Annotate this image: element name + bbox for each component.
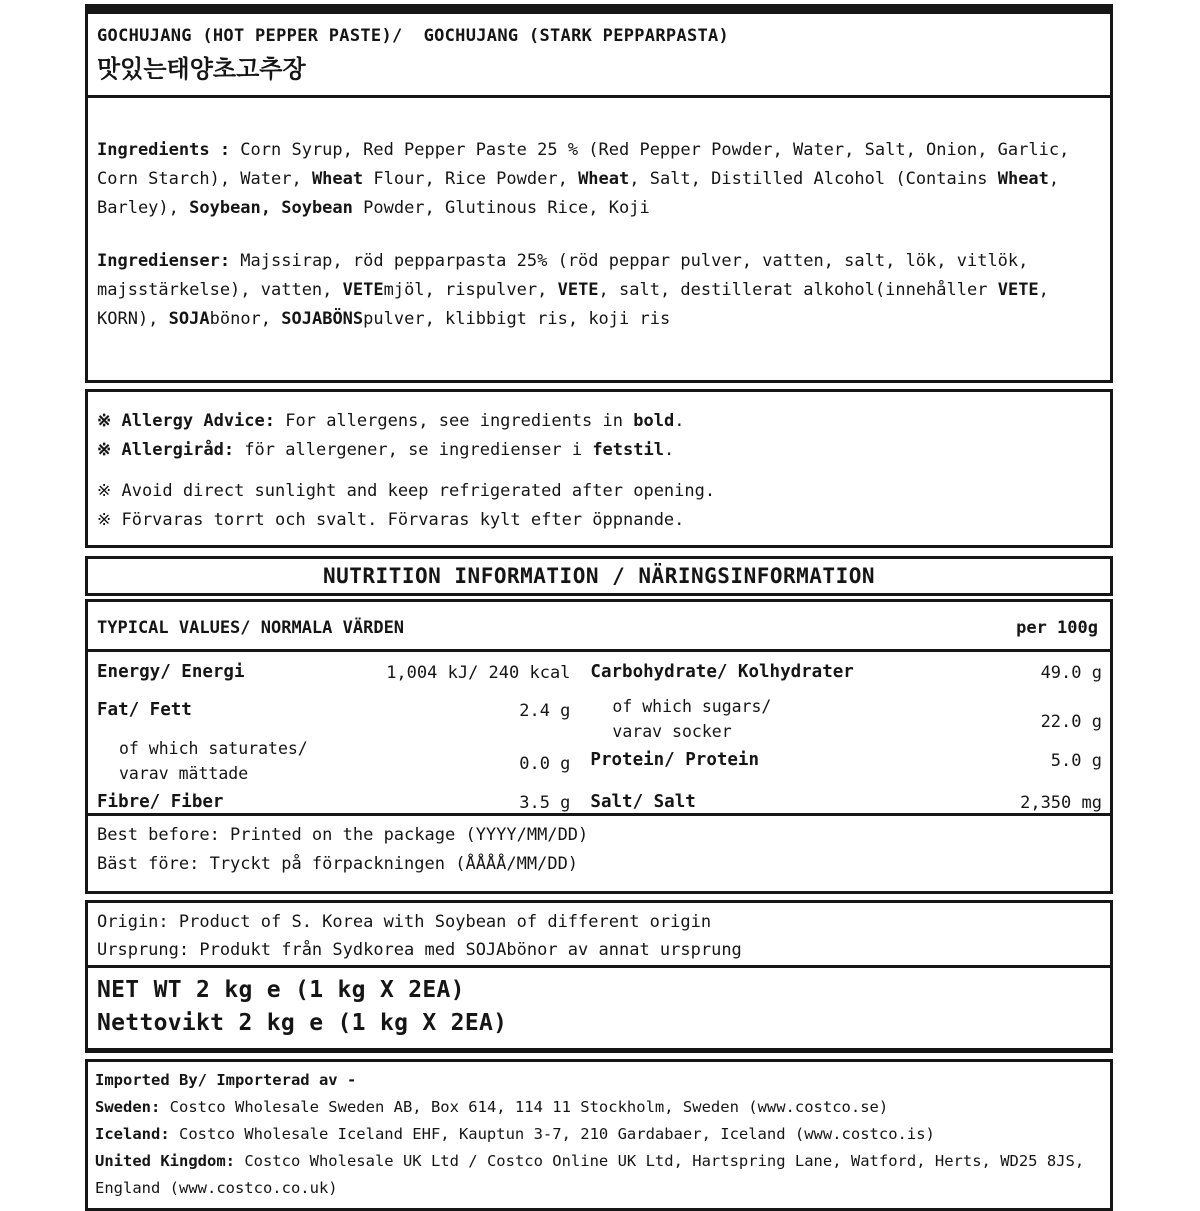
nutrition-row-fat: Fat/ Fett 2.4 g xyxy=(97,700,571,721)
nutrition-table xyxy=(85,649,1113,816)
typical-values-row xyxy=(85,599,1113,652)
nutrition-row-carbohydrate: Carbohydrate/ Kolhydrater 49.0 g xyxy=(590,662,1102,683)
nutrition-header xyxy=(85,556,1113,596)
nutrition-row-sugars: of which sugars/ varav socker 22.0 g xyxy=(612,697,1102,741)
net-weight-swedish: Nettovikt 2 kg e (1 kg X 2EA) xyxy=(97,1010,508,1036)
best-before-swedish: Bäst före: Tryckt på förpackningen (ÅÅÅÅ/MM/DD) xyxy=(97,854,579,874)
origin-swedish: Ursprung: Produkt från Sydkorea med SOJAbönor av annat ursprung xyxy=(97,940,742,960)
storage-advice-english: ※ Avoid direct sunlight and keep refrigerated after opening. xyxy=(97,481,716,501)
storage-advice-group xyxy=(97,477,1100,535)
nutrition-row-energy: Energy/ Energi 1,004 kJ/ 240 kcal xyxy=(97,662,571,683)
net-weight-english: NET WT 2 kg e (1 kg X 2EA) xyxy=(97,977,465,1003)
nutrition-row-fibre: Fibre/ Fiber 3.5 g xyxy=(97,792,571,813)
allergy-section xyxy=(85,389,1113,548)
best-before-english: Best before: Printed on the package (YYYY/MM/DD) xyxy=(97,825,589,845)
net-weight-section xyxy=(85,965,1113,1053)
ingredients-swedish: Ingredienser: Majssirap, röd pepparpasta 25% (röd peppar pulver, vatten, salt, lök, vitlök, majsstärkelse), vatten, VETEmjöl, rispulver, VETE, salt, destillerat alkohol(innehåller VETE, KORN), SOJAbönor, SOJABÖNSpulver, klibbigt ris, koji ris xyxy=(97,251,1060,329)
product-title: GOCHUJANG (HOT PEPPER PASTE)/ GOCHUJANG (STARK PEPPARPASTA) xyxy=(97,26,730,46)
nutrition-column-right xyxy=(584,656,1102,811)
imported-by-sweden: Sweden: Costco Wholesale Sweden AB, Box 614, 114 11 Stockholm, Sweden (www.costco.se) xyxy=(95,1098,889,1116)
per-100g-label: per 100g xyxy=(1016,618,1098,638)
product-label xyxy=(85,4,1113,1211)
origin-english: Origin: Product of S. Korea with Soybean of different origin xyxy=(97,912,712,932)
typical-values-label: TYPICAL VALUES/ NORMALA VÄRDEN xyxy=(97,618,405,638)
title-section xyxy=(85,4,1113,98)
nutrition-header-title: NUTRITION INFORMATION / NÄRINGSINFORMATION xyxy=(322,564,875,588)
ingredients-english: Ingredients : Corn Syrup, Red Pepper Paste 25 % (Red Pepper Powder, Water, Salt, Onion, Garlic, Corn Starch), Water, Wheat Flour, Rice Powder, Wheat, Salt, Distilled Alcohol (Contains Wheat, Barley), Soybean, Soybean Powder, Glutinous Rice, Koji xyxy=(97,140,1080,218)
allergy-advice-english: ※ Allergy Advice: For allergens, see ingredients in bold. xyxy=(97,411,685,431)
imported-by-section xyxy=(85,1059,1113,1211)
storage-advice-swedish: ※ Förvaras torrt och svalt. Förvaras kylt efter öppnande. xyxy=(97,510,685,530)
allergy-advice-group xyxy=(97,407,1100,465)
nutrition-row-saturates: of which saturates/ varav mättade 0.0 g xyxy=(119,739,571,783)
imported-by-iceland: Iceland: Costco Wholesale Iceland EHF, Kauptun 3-7, 210 Gardabaer, Iceland (www.costco.is) xyxy=(95,1125,935,1143)
origin-section xyxy=(85,900,1113,968)
nutrition-row-protein: Protein/ Protein 5.0 g xyxy=(590,750,1102,771)
nutrition-row-salt: Salt/ Salt 2,350 mg xyxy=(590,792,1102,813)
nutrition-column-left xyxy=(97,656,584,811)
ingredients-section xyxy=(85,95,1113,383)
imported-by-heading: Imported By/ Importerad av - xyxy=(95,1071,357,1089)
imported-by-united-kingdom: United Kingdom: Costco Wholesale UK Ltd / Costco Online UK Ltd, Hartspring Lane, Watford, Herts, WD25 8JS, England (www.costco.co.uk) xyxy=(95,1152,1094,1197)
allergy-advice-swedish: ※ Allergiråd: för allergener, se ingredienser i fetstil. xyxy=(97,440,675,460)
best-before-section xyxy=(85,813,1113,894)
product-title-korean: 맛있는태양초고추장 xyxy=(97,55,306,83)
